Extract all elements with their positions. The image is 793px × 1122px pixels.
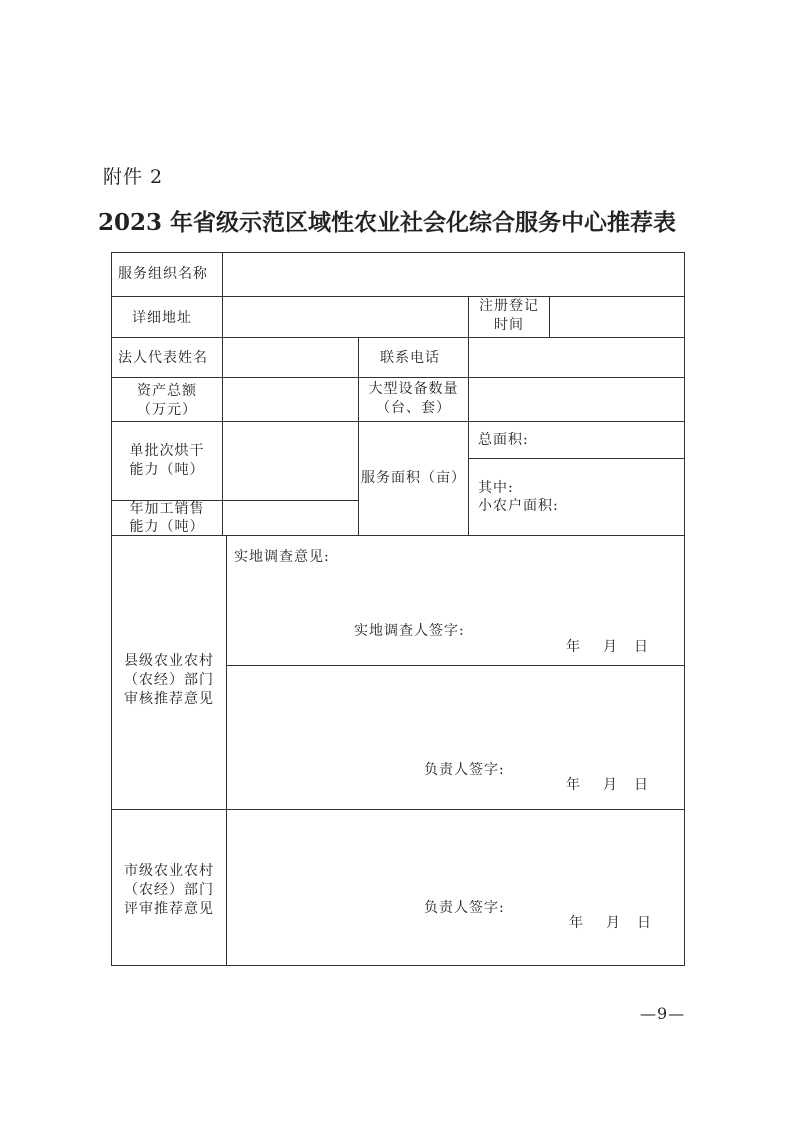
date-year-label: 年 bbox=[566, 639, 581, 655]
legal-rep-label: 法人代表姓名 bbox=[118, 350, 208, 366]
annex-label: 附件 2 bbox=[103, 166, 164, 188]
date-year-label: 年 bbox=[569, 915, 584, 931]
equipment-label-line1: 大型设备数量 bbox=[368, 381, 459, 397]
col-line bbox=[549, 296, 550, 337]
date-day-label: 日 bbox=[637, 915, 652, 931]
page-number: —9— bbox=[640, 1004, 686, 1023]
date-day-label: 日 bbox=[634, 639, 649, 655]
drying-capacity-label-line1: 单批次烘干 bbox=[129, 443, 205, 459]
city-review-label-line3: 评审推荐意见 bbox=[124, 901, 214, 917]
col-line bbox=[358, 337, 359, 535]
table-border-bottom bbox=[111, 965, 685, 966]
processing-capacity-label-line2: 能力（吨） bbox=[129, 519, 205, 535]
address-label: 详细地址 bbox=[132, 310, 192, 326]
equipment-label-line2: （台、套） bbox=[376, 400, 451, 416]
row-line bbox=[111, 809, 685, 810]
county-responsible-signature-label: 负责人签字: bbox=[424, 762, 505, 778]
col-line bbox=[226, 535, 227, 966]
field-survey-opinion-label: 实地调查意见: bbox=[234, 549, 330, 565]
smallholder-area-label: 小农户面积: bbox=[478, 498, 559, 514]
row-line bbox=[111, 296, 685, 297]
table-border-right bbox=[684, 252, 685, 966]
county-review-label-line1: 县级农业农村 bbox=[124, 653, 214, 669]
assets-label-line1: 资产总额 bbox=[137, 383, 197, 399]
row-line bbox=[111, 337, 685, 338]
assets-label-line2: （万元） bbox=[137, 402, 197, 418]
row-line bbox=[226, 665, 685, 666]
date-month-label: 月 bbox=[603, 777, 618, 793]
date-day-label: 日 bbox=[634, 777, 649, 793]
city-review-label-line2: （农经）部门 bbox=[124, 882, 214, 898]
reg-time-label-line2: 时间 bbox=[494, 317, 524, 333]
row-line bbox=[111, 377, 685, 378]
total-area-label: 总面积: bbox=[478, 432, 529, 448]
city-review-label-line1: 市级农业农村 bbox=[124, 863, 214, 879]
among-label: 其中: bbox=[478, 480, 514, 496]
processing-capacity-label-line1: 年加工销售 bbox=[129, 501, 205, 517]
date-year-label: 年 bbox=[566, 777, 581, 793]
county-review-label-line2: （农经）部门 bbox=[124, 672, 214, 688]
city-responsible-signature-label: 负责人签字: bbox=[424, 900, 505, 916]
field-surveyor-signature-label: 实地调查人签字: bbox=[354, 623, 465, 639]
table-border-left bbox=[111, 252, 112, 966]
col-line bbox=[468, 337, 469, 535]
row-line bbox=[468, 458, 685, 459]
county-review-label-line3: 审核推荐意见 bbox=[124, 691, 214, 707]
org-name-label: 服务组织名称 bbox=[118, 266, 208, 282]
drying-capacity-label-line2: 能力（吨） bbox=[129, 462, 205, 478]
service-area-label: 服务面积（亩） bbox=[361, 470, 466, 486]
date-month-label: 月 bbox=[603, 639, 618, 655]
reg-time-label-line1: 注册登记 bbox=[479, 298, 539, 314]
page-title: 2023 年省级示范区域性农业社会化综合服务中心推荐表 bbox=[98, 209, 677, 236]
col-line bbox=[222, 252, 223, 535]
row-line bbox=[111, 421, 685, 422]
phone-label: 联系电话 bbox=[380, 350, 440, 366]
table-border-top bbox=[111, 252, 685, 253]
date-month-label: 月 bbox=[606, 915, 621, 931]
